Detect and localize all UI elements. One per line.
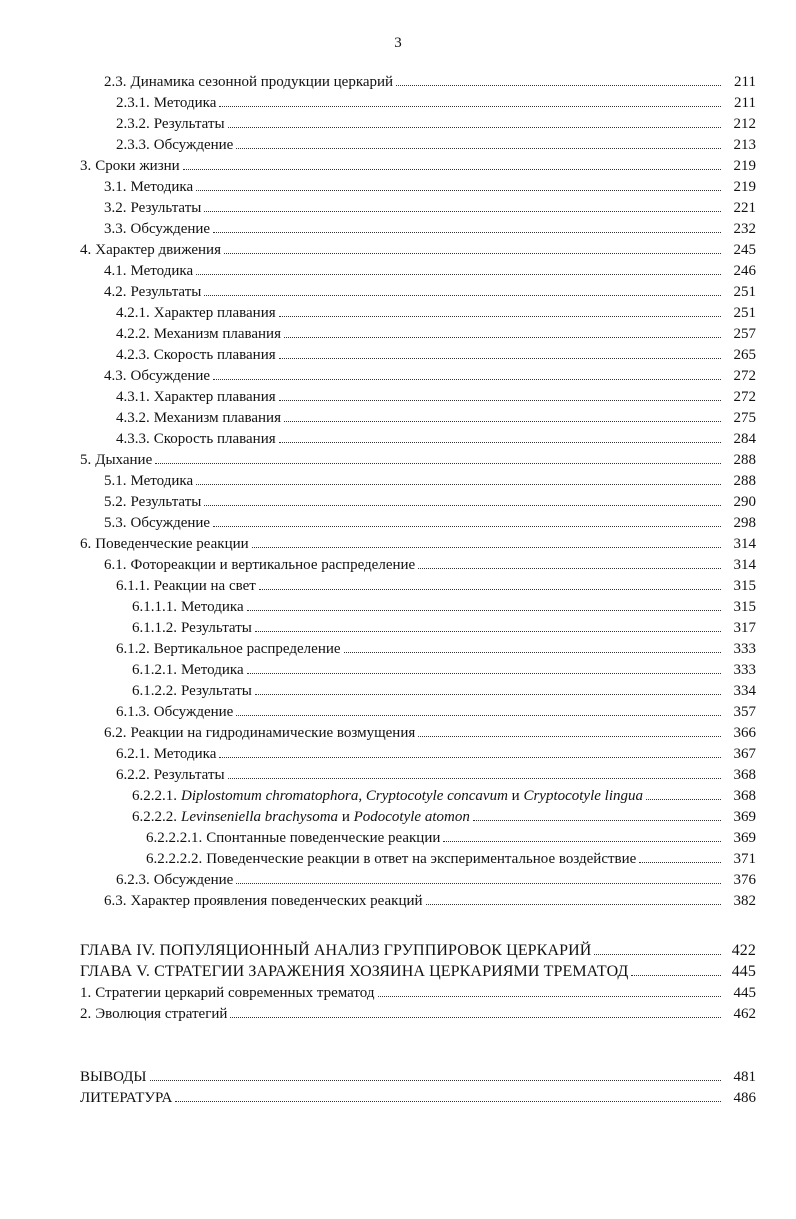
- toc-entry-title: ВЫВОДЫ: [80, 1069, 147, 1085]
- dot-leader: [155, 449, 721, 464]
- toc-entry: [0, 134, 796, 155]
- toc-entry-number: 6.2.1.: [116, 746, 150, 762]
- dot-leader: [204, 197, 721, 212]
- toc-entry: [0, 176, 796, 197]
- toc-entry-page: 369: [733, 830, 756, 846]
- toc-entry-number: 4.2.2.: [116, 326, 150, 342]
- toc-entry: [0, 575, 796, 596]
- dot-leader: [196, 470, 721, 485]
- toc-entry-number: 4.3.3.: [116, 431, 150, 447]
- toc-entry: [0, 113, 796, 134]
- toc-entry-title: Обсуждение: [130, 515, 211, 531]
- dot-leader: [646, 785, 721, 800]
- toc-entry-page: 481: [733, 1069, 756, 1085]
- species-name: Levinseniella brachysoma: [181, 809, 339, 825]
- toc-entry: [0, 491, 796, 512]
- dot-leader: [175, 1087, 721, 1102]
- toc-entry-page: 315: [733, 599, 756, 615]
- toc-entry-title: Характер плавания: [153, 389, 276, 405]
- toc-entry-title: Спонтанные поведенческие реакции: [206, 830, 441, 846]
- dot-leader: [639, 848, 721, 863]
- toc-entry-number: 5.1.: [104, 473, 127, 489]
- toc-entry-number: 6.1.1.2.: [132, 620, 177, 636]
- toc-entry-title: Сроки жизни: [95, 158, 180, 174]
- toc-entry-page: 317: [733, 620, 756, 636]
- dot-leader: [236, 869, 721, 884]
- toc-entry: [0, 260, 796, 281]
- species-name: Cryptocotyle concavum: [365, 788, 508, 804]
- toc-entry: [0, 302, 796, 323]
- toc-entry: [0, 92, 796, 113]
- toc-entry-number: 3.2.: [104, 200, 127, 216]
- dot-leader: [219, 92, 721, 107]
- toc-entry-page: 462: [733, 1006, 756, 1022]
- toc-entry: [0, 596, 796, 617]
- toc-entry: [0, 827, 796, 848]
- toc-entry: [0, 848, 796, 869]
- toc-entry-page: 357: [733, 704, 756, 720]
- toc-entry-title: Механизм плавания: [153, 326, 281, 342]
- toc-entry-page: 272: [733, 389, 756, 405]
- dot-leader: [150, 1066, 722, 1081]
- toc-entry-page: 275: [733, 410, 756, 426]
- toc-entry-title: Эволюция стратегий: [95, 1006, 228, 1022]
- toc-entry: [0, 512, 796, 533]
- toc-entry-number: 3.1.: [104, 179, 127, 195]
- dot-leader: [426, 890, 721, 905]
- toc-entry-number: 4.2.: [104, 284, 127, 300]
- toc-entry-number: 6.1.1.1.: [132, 599, 177, 615]
- dot-leader: [196, 176, 721, 191]
- dot-leader: [279, 302, 721, 317]
- species-name: Cryptocotyle lingua: [523, 788, 643, 804]
- dot-leader: [224, 239, 721, 254]
- toc-entry: [0, 680, 796, 701]
- toc-entry-number: 6.1.1.: [116, 578, 150, 594]
- toc-entry-title: Механизм плавания: [153, 410, 281, 426]
- toc-entry: [0, 1003, 796, 1024]
- toc-entry-number: 6.2.: [104, 725, 127, 741]
- toc-entry: [0, 428, 796, 449]
- toc-entry-number: 4.: [80, 242, 92, 258]
- toc-entry-title: Стратегии церкарий современных трематод: [95, 985, 375, 1001]
- toc-entry-title: Вертикальное распределение: [153, 641, 341, 657]
- toc-entry: [0, 365, 796, 386]
- toc-entry-page: 265: [733, 347, 756, 363]
- toc-entry-title: Скорость плавания: [153, 347, 276, 363]
- toc-entry-number: 6.1.2.: [116, 641, 150, 657]
- toc-entry-page: 367: [733, 746, 756, 762]
- toc-entry-page: 232: [733, 221, 756, 237]
- toc-entry-page: 245: [733, 242, 756, 258]
- toc-entry-number: 4.2.3.: [116, 347, 150, 363]
- toc-entry-number: 5.3.: [104, 515, 127, 531]
- toc-entry-number: 4.3.2.: [116, 410, 150, 426]
- separator: и: [507, 788, 524, 804]
- dot-leader: [279, 428, 721, 443]
- dot-leader: [396, 71, 721, 86]
- toc-entry-page: 211: [734, 95, 756, 111]
- toc-entry-page: 246: [733, 263, 756, 279]
- toc-entry-title: Методика: [153, 746, 217, 762]
- toc-entry-title: Характер движения: [95, 242, 221, 258]
- toc-entry-title: Реакции на гидродинамические возмущения: [130, 725, 416, 741]
- dot-leader: [247, 659, 721, 674]
- toc-entry-page: 445: [731, 963, 756, 980]
- toc-entry-number: 4.1.: [104, 263, 127, 279]
- toc-entry-title: Обсуждение: [130, 221, 211, 237]
- dot-leader: [219, 743, 721, 758]
- toc-entry: [0, 743, 796, 764]
- toc-entry-number: 4.3.: [104, 368, 127, 384]
- page-number: 3: [394, 35, 402, 51]
- toc-entry-page: 272: [733, 368, 756, 384]
- toc-entry-title: Методика: [181, 662, 244, 678]
- toc-entry-number: 6.2.2.: [116, 767, 150, 783]
- toc-entry-number: 6.2.2.2.1.: [146, 830, 203, 846]
- dot-leader: [236, 134, 721, 149]
- species-name: Diplostomum chromatophora: [181, 788, 359, 804]
- toc-entry-title: Обсуждение: [130, 368, 211, 384]
- toc-entry-page: 290: [733, 494, 756, 510]
- toc-entry-title: Фотореакции и вертикальное распределение: [130, 557, 416, 573]
- toc-entry: [0, 155, 796, 176]
- toc-entry: [0, 617, 796, 638]
- separator: ,: [358, 788, 366, 804]
- dot-leader: [378, 982, 722, 997]
- toc-entry-title: Результаты: [153, 116, 225, 132]
- dot-leader: [279, 344, 721, 359]
- toc-entry-page: 298: [733, 515, 756, 531]
- toc-entry-page: 213: [733, 137, 756, 153]
- toc-entry-number: 2.3.3.: [116, 137, 150, 153]
- dot-leader: [473, 806, 721, 821]
- toc-entry-number: 6.3.: [104, 893, 127, 909]
- toc-entry: [0, 218, 796, 239]
- toc-entry: [0, 470, 796, 491]
- toc-entry-number: 6.1.: [104, 557, 127, 573]
- toc-chapter-entry: [0, 961, 796, 982]
- separator: и: [338, 809, 354, 825]
- toc-entry: [0, 554, 796, 575]
- dot-leader: [213, 365, 721, 380]
- toc-entry-title: Результаты: [153, 767, 225, 783]
- toc-entry-page: 251: [733, 284, 756, 300]
- toc-entry-title: Скорость плавания: [153, 431, 276, 447]
- dot-leader: [236, 701, 721, 716]
- toc-entry: [0, 449, 796, 470]
- toc-entry-number: 6.2.2.2.: [132, 809, 177, 825]
- dot-leader: [259, 575, 721, 590]
- dot-leader: [255, 617, 721, 632]
- toc-entry-title: Дыхание: [95, 452, 153, 468]
- toc-entry-page: 212: [733, 116, 756, 132]
- toc-entry-title: Поведенческие реакции в ответ на экспериментальное воздействие: [206, 851, 637, 867]
- toc-entry-title: Результаты: [130, 494, 202, 510]
- dot-leader: [284, 407, 721, 422]
- dot-leader: [594, 940, 721, 955]
- toc-entry-number: 4.3.1.: [116, 389, 150, 405]
- toc-entry: [0, 764, 796, 785]
- toc-entry-number: 2.3.1.: [116, 95, 150, 111]
- toc-entry-page: 221: [733, 200, 756, 216]
- toc-entry: [0, 890, 796, 911]
- toc-entry-number: 6.1.3.: [116, 704, 150, 720]
- toc-entry-page: 219: [733, 158, 756, 174]
- dot-leader: [230, 1003, 721, 1018]
- dot-leader: [213, 512, 721, 527]
- toc-entry: [0, 722, 796, 743]
- toc-entry: [0, 386, 796, 407]
- toc-entry: [0, 1066, 796, 1087]
- toc-entry-page: 486: [733, 1090, 756, 1106]
- species-name: Podocotyle atomon: [353, 809, 470, 825]
- toc-entry-number: 4.2.1.: [116, 305, 150, 321]
- toc-entry: [0, 281, 796, 302]
- toc-entry-page: 211: [734, 74, 756, 90]
- toc-entry: [0, 806, 796, 827]
- dot-leader: [418, 722, 721, 737]
- toc-entry: [0, 982, 796, 1003]
- dot-leader: [183, 155, 721, 170]
- toc-entry-number: 3.3.: [104, 221, 127, 237]
- toc-entry: [0, 659, 796, 680]
- dot-leader: [228, 764, 721, 779]
- toc-chapter-entry: [0, 940, 796, 961]
- toc-entry-number: 6.1.2.2.: [132, 683, 177, 699]
- toc-entry-number: 6.1.2.1.: [132, 662, 177, 678]
- toc-entry-page: 257: [733, 326, 756, 342]
- toc-entry-page: 219: [733, 179, 756, 195]
- toc-entry-number: 6.2.2.1.: [132, 788, 177, 804]
- toc-entry-title: Методика: [181, 599, 244, 615]
- toc-entry-title: Методика: [130, 179, 194, 195]
- dot-leader: [247, 596, 721, 611]
- toc-entry: [0, 323, 796, 344]
- dot-leader: [284, 323, 721, 338]
- toc-entry-page: 368: [733, 788, 756, 804]
- toc-entry-title: Реакции на свет: [153, 578, 256, 594]
- dot-leader: [279, 386, 721, 401]
- toc-entry-title: Обсуждение: [153, 704, 234, 720]
- toc-entry-number: 6.2.2.2.2.: [146, 851, 203, 867]
- toc-entry-page: 288: [733, 452, 756, 468]
- toc-entry-number: 6.2.3.: [116, 872, 150, 888]
- toc-entry-page: 371: [733, 851, 756, 867]
- toc-entry-page: 315: [733, 578, 756, 594]
- toc-entry: [0, 407, 796, 428]
- toc-entry-page: 382: [733, 893, 756, 909]
- toc-entry-page: 445: [733, 985, 756, 1001]
- toc-entry-number: 2.3.: [104, 74, 127, 90]
- toc-entry-title: Динамика сезонной продукции церкарий: [130, 74, 394, 90]
- toc-entry: [0, 344, 796, 365]
- dot-leader: [418, 554, 721, 569]
- toc-entry: [0, 638, 796, 659]
- toc-entry: [0, 533, 796, 554]
- toc-entry: [0, 785, 796, 806]
- toc-entry: [0, 71, 796, 92]
- toc-entry-title: Методика: [130, 263, 194, 279]
- toc-entry-page: 333: [733, 662, 756, 678]
- toc-entry-number: 1.: [80, 985, 92, 1001]
- toc-entry-title: Результаты: [130, 200, 202, 216]
- toc-entry-page: 422: [731, 942, 756, 959]
- dot-leader: [204, 281, 721, 296]
- toc-entry-page: 333: [733, 641, 756, 657]
- toc-entry-title: Обсуждение: [153, 872, 234, 888]
- toc-entry-page: 314: [733, 536, 756, 552]
- toc-entry-number: 2.: [80, 1006, 92, 1022]
- dot-leader: [443, 827, 721, 842]
- toc-entry-title: Характер проявления поведенческих реакций: [130, 893, 423, 909]
- toc-entry-number: 5.2.: [104, 494, 127, 510]
- toc-entry-page: 366: [733, 725, 756, 741]
- toc-entry-title: ГЛАВА IV. ПОПУЛЯЦИОННЫЙ АНАЛИЗ ГРУППИРОВОК ЦЕРКАРИЙ: [80, 942, 592, 959]
- toc-entry-page: 251: [733, 305, 756, 321]
- toc-entry: [0, 1087, 796, 1108]
- toc-entry-title: Методика: [130, 473, 194, 489]
- toc-entry-number: 2.3.2.: [116, 116, 150, 132]
- toc-entry-page: 284: [733, 431, 756, 447]
- dot-leader: [255, 680, 721, 695]
- toc-entry-title: Результаты: [181, 620, 252, 636]
- dot-leader: [213, 218, 721, 233]
- toc-entry-page: 368: [733, 767, 756, 783]
- toc-entry-title: Обсуждение: [153, 137, 234, 153]
- toc-entry-page: 314: [733, 557, 756, 573]
- dot-leader: [252, 533, 721, 548]
- toc-entry-number: 6.: [80, 536, 92, 552]
- toc-entry-title: Характер плавания: [153, 305, 276, 321]
- toc-entry-number: 3.: [80, 158, 92, 174]
- toc-entry: [0, 701, 796, 722]
- toc-entry-title: Результаты: [130, 284, 202, 300]
- dot-leader: [344, 638, 721, 653]
- dot-leader: [228, 113, 721, 128]
- toc-entry: [0, 869, 796, 890]
- toc-entry: [0, 239, 796, 260]
- toc-entry-title: ГЛАВА V. СТРАТЕГИИ ЗАРАЖЕНИЯ ХОЗЯИНА ЦЕРКАРИЯМИ ТРЕМАТОД: [80, 963, 629, 980]
- toc-entry-page: 334: [733, 683, 756, 699]
- toc-entry-page: 288: [733, 473, 756, 489]
- toc-entry-page: 376: [733, 872, 756, 888]
- toc-entry-title: Поведенческие реакции: [95, 536, 249, 552]
- dot-leader: [204, 491, 721, 506]
- dot-leader: [631, 961, 721, 976]
- toc-entry-title: ЛИТЕРАТУРА: [80, 1090, 173, 1106]
- toc-entry: [0, 197, 796, 218]
- toc-entry-title: Методика: [153, 95, 217, 111]
- dot-leader: [196, 260, 721, 275]
- toc-entry-page: 369: [733, 809, 756, 825]
- toc-entry-title: Результаты: [181, 683, 252, 699]
- toc-entry-number: 5.: [80, 452, 92, 468]
